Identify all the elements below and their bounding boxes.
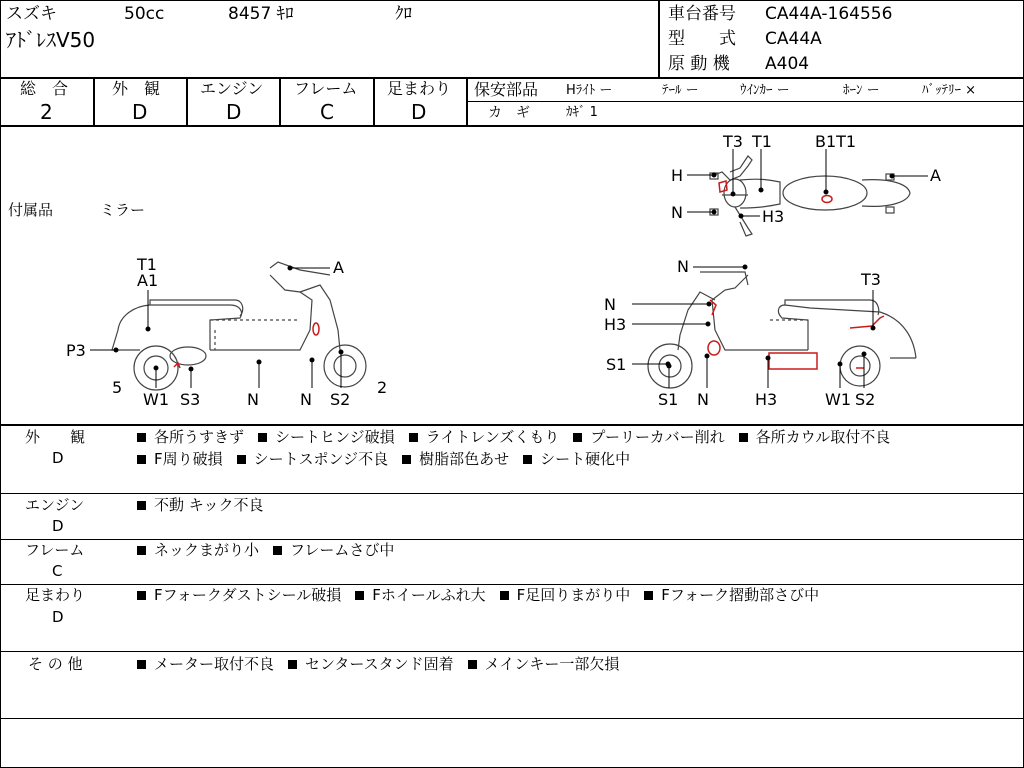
bullet-square-icon — [137, 501, 146, 510]
label-top-h: H — [671, 166, 684, 185]
divider-keys — [467, 101, 1024, 102]
rating-suspension-label: 足まわり — [387, 79, 452, 98]
bullet-square-icon — [273, 546, 282, 555]
note-item: Fホイールふれ大 — [355, 586, 485, 604]
label-top-a: A — [930, 166, 941, 185]
bullet-square-icon — [402, 455, 411, 464]
bullet-square-icon — [573, 433, 582, 442]
notes-engine-grade: D — [52, 517, 64, 535]
note-item: Fフォーク摺動部さび中 — [644, 586, 819, 604]
divider-header-right — [658, 0, 660, 78]
bullet-square-icon — [468, 660, 477, 669]
notes-frame-grade: C — [52, 562, 63, 580]
engine-model-value: A404 — [765, 54, 810, 74]
notes-suspension-label: 足まわり — [25, 586, 86, 604]
type-label: 型 式 — [668, 29, 736, 49]
label-right-t3: T3 — [861, 270, 881, 289]
notes-other-label: そ の 他 — [28, 655, 83, 673]
bullet-square-icon — [500, 591, 509, 600]
bullet-square-icon — [739, 433, 748, 442]
bullet-square-icon — [137, 455, 146, 464]
label-right-h3b: H3 — [755, 390, 778, 409]
notes-exterior-line1 — [137, 430, 890, 445]
mileage: 8457 ｷﾛ — [228, 4, 294, 24]
divider-suspension — [0, 651, 1024, 652]
safety-winker: ｳｲﾝｶｰ ー — [740, 83, 790, 98]
notes-engine-line1 — [137, 498, 277, 513]
divider-engine — [0, 539, 1024, 540]
label-left-2: 2 — [377, 378, 388, 397]
label-right-w1: W1 — [825, 390, 851, 409]
label-left-p3: P3 — [66, 341, 86, 360]
top-view-drawing — [710, 156, 910, 236]
color: ｸﾛ — [395, 4, 412, 24]
divider-rating-3 — [279, 78, 281, 126]
note-item: メーター取付不良 — [137, 655, 274, 673]
note-item: 各所カウル取付不良 — [739, 428, 891, 446]
divider-exterior — [0, 493, 1024, 494]
bullet-square-icon — [523, 455, 532, 464]
bullet-square-icon — [409, 433, 418, 442]
note-item: シート硬化中 — [523, 450, 630, 468]
safety-battery: ﾊﾞｯﾃﾘｰ × — [922, 83, 977, 98]
label-left-n1: N — [247, 390, 259, 409]
safety-headlight: Hﾗｲﾄ ー — [566, 83, 613, 98]
divider-rating-4 — [373, 78, 375, 126]
bullet-square-icon — [237, 455, 246, 464]
divider-rating-5 — [466, 78, 468, 126]
label-right-n-top: N — [677, 257, 689, 276]
key-value: ｶｷﾞ 1 — [566, 105, 598, 120]
label-right-n-bottom: N — [697, 390, 709, 409]
note-item: シートスポンジ不良 — [237, 450, 388, 468]
rating-engine-label: エンジン — [200, 79, 264, 98]
note-item: フレームさび中 — [273, 541, 394, 559]
bullet-square-icon — [644, 591, 653, 600]
rating-frame-value: C — [320, 100, 334, 124]
notes-frame-line1 — [137, 543, 408, 558]
divider-rating-2 — [186, 78, 188, 126]
rating-exterior-value: D — [132, 100, 148, 124]
note-item: シートヒンジ破損 — [258, 428, 395, 446]
label-left-w1: W1 — [143, 390, 169, 409]
divider-frame — [0, 584, 1024, 585]
label-left-s2: S2 — [330, 390, 351, 409]
bullet-square-icon — [355, 591, 364, 600]
label-top-h3: H3 — [762, 207, 785, 226]
note-item: 各所うすきず — [137, 428, 244, 446]
safety-parts-label: 保安部品 — [474, 80, 539, 99]
label-right-n: N — [604, 295, 616, 314]
engine-model-label: 原 動 機 — [668, 54, 730, 74]
notes-frame-label: フレーム — [25, 541, 85, 559]
note-item: F周り破損 — [137, 450, 223, 468]
notes-engine-label: エンジン — [25, 496, 85, 514]
safety-taillight: ﾃｰﾙ ー — [662, 83, 699, 98]
safety-horn: ﾎｰﾝ ー — [843, 83, 880, 98]
bullet-square-icon — [137, 546, 146, 555]
bullet-square-icon — [258, 433, 267, 442]
note-item: F足回りまがり中 — [500, 586, 631, 604]
rating-overall-label: 総 合 — [20, 79, 69, 98]
label-left-a: A — [333, 258, 344, 277]
note-item: ネックまがり小 — [137, 541, 259, 559]
label-top-b1t1: B1T1 — [815, 132, 857, 151]
divider-diagram — [0, 424, 1024, 426]
scooter-diagram — [0, 126, 1024, 424]
frame-no-value: CA44A-164556 — [765, 4, 893, 24]
notes-suspension-line1 — [137, 588, 819, 603]
divider-other — [0, 718, 1024, 719]
rating-frame-label: フレーム — [294, 79, 358, 98]
model-name: ｱﾄﾞﾚｽV50 — [6, 28, 96, 52]
frame-no-label: 車台番号 — [668, 4, 736, 24]
note-item: 樹脂部色あせ — [402, 450, 509, 468]
label-left-n2: N — [300, 390, 312, 409]
accessories-value: ミラー — [100, 201, 146, 219]
label-right-s2: S2 — [855, 390, 876, 409]
divider-rating-1 — [93, 78, 95, 126]
maker: スズキ — [6, 4, 57, 24]
bullet-square-icon — [137, 660, 146, 669]
label-left-a1: A1 — [137, 271, 159, 290]
notes-other-line1 — [137, 657, 633, 672]
rating-suspension-value: D — [411, 100, 427, 124]
key-label: カ ギ — [488, 105, 530, 121]
note-item: Fフォークダストシール破損 — [137, 586, 341, 604]
note-item: ライトレンズくもり — [409, 428, 560, 446]
label-top-t1: T1 — [752, 132, 772, 151]
note-item: プーリーカバー削れ — [573, 428, 724, 446]
displacement: 50cc — [124, 4, 165, 24]
label-top-n: N — [671, 203, 683, 222]
label-left-t1: T1 — [137, 255, 157, 274]
bullet-square-icon — [137, 591, 146, 600]
label-right-s1b: S1 — [658, 390, 679, 409]
notes-exterior-line2 — [137, 452, 644, 467]
label-left-s3: S3 — [180, 390, 201, 409]
note-item: メインキー一部欠損 — [468, 655, 620, 673]
right-view-drawing — [648, 272, 916, 388]
note-item: センタースタンド固着 — [288, 655, 454, 673]
label-left-5: 5 — [112, 378, 123, 397]
notes-exterior-grade: D — [52, 449, 64, 467]
note-item: 不動 キック不良 — [137, 496, 263, 514]
bullet-square-icon — [288, 660, 297, 669]
bullet-square-icon — [137, 433, 146, 442]
label-right-s1: S1 — [606, 355, 627, 374]
rating-engine-value: D — [226, 100, 242, 124]
rating-exterior-label: 外 観 — [112, 79, 161, 98]
notes-exterior-label: 外 観 — [25, 428, 86, 446]
notes-suspension-grade: D — [52, 608, 64, 626]
type-value: CA44A — [765, 29, 822, 49]
rating-overall-value: 2 — [40, 100, 53, 124]
accessories-label: 付属品 — [8, 201, 54, 219]
label-top-t3: T3 — [723, 132, 743, 151]
label-right-h3: H3 — [604, 315, 627, 334]
